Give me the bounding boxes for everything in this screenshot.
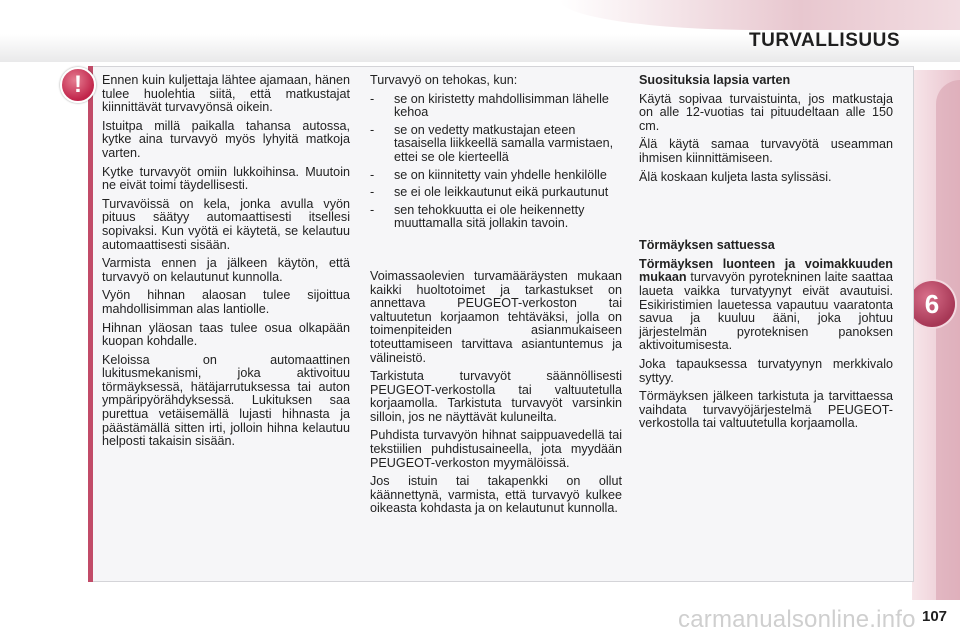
paragraph: Älä koskaan kuljeta lasta sylissäsi. xyxy=(639,169,832,184)
watermark: carmanualsonline.info xyxy=(678,606,916,633)
paragraph: Varmista ennen ja jälkeen käytön, että turvavyö on kelautunut kunnolla. xyxy=(102,256,350,284)
column-right xyxy=(639,74,893,436)
paragraph: Vyön hihnan alaosan tulee sijoittua mahdollisimman alas lantiolle. xyxy=(102,288,350,316)
column-middle xyxy=(370,74,622,521)
paragraph: Älä käytä samaa turvavyötä useamman ihmisen kiinnittämiseen. xyxy=(639,137,893,165)
section-heading-collision: Törmäyksen sattuessa xyxy=(639,238,775,253)
chapter-title: TURVALLISUUS xyxy=(749,30,900,51)
paragraph: Turvavöissä on kela, jonka avulla vyön pituus säätyy automaattisesti itsellesi sopivaksi. Kun vyötä ei käytetä, se kelautuu automaattisesti sisään. xyxy=(102,196,350,252)
paragraph: Törmäyksen jälkeen tarkistuta ja tarvittaessa vaihdata turvavyöjärjestelmä PEUGEOT-verkostolla tai valtuutetulla korjaamolla. xyxy=(639,389,893,431)
chapter-number: 6 xyxy=(924,288,940,319)
paragraph: Ennen kuin kuljettaja lähtee ajamaan, hänen tulee huolehtia siitä, että matkustajat kiinnittävät turvavyönsä oikein. xyxy=(102,73,350,115)
paragraph: Tarkistuta turvavyöt säännöllisesti PEUGEOT-verkostolla tai valtuutetulla korjaamolla. Tarkistuta turvavyöt varsinkin silloin, jos ne näyttävät kuluneilta. xyxy=(370,369,622,424)
paragraph: Käytä sopivaa turvaistuinta, jos matkustaja on alle 12-vuotias tai pituudeltaan alle 150 cm. xyxy=(639,91,893,133)
paragraph xyxy=(639,258,893,353)
warning-symbol: ! xyxy=(74,71,82,98)
effective-conditions-list xyxy=(370,93,622,231)
warning-stripe xyxy=(88,66,93,582)
paragraph: Voimassaolevien turvamääräysten mukaan kaikki huoltotoimet ja tarkastukset on annettava PEUGEOT-verkoston tai valtuutetun korjaamon tehtäväksi, jolla on toimenpiteiden asianmukaiseen toteuttamiseen tarvittava asiantuntemus ja välineistö. xyxy=(370,268,622,365)
chapter-tab[interactable] xyxy=(909,281,955,327)
list-item: - se on kiinnitetty vain yhdelle henkilölle xyxy=(370,169,622,183)
side-decoration-accent xyxy=(936,80,960,600)
section-heading-children: Suosituksia lapsia varten xyxy=(639,73,791,87)
collision-lead-bold: Törmäyksen luonteen ja voimakkuuden mukaan xyxy=(639,256,893,285)
paragraph: Istuitpa millä paikalla tahansa autossa, kytke aina turvavyö myös lyhyitä matkoja varten. xyxy=(102,118,350,160)
paragraph: Jos istuin tai takapenkki on ollut käännettynä, varmista, että turvavyö kulkee oikeasta kohdasta ja on kelautunut kunnolla. xyxy=(370,474,622,516)
list-item: - se ei ole leikkautunut eikä purkautunut xyxy=(370,186,622,200)
paragraph: Joka tapauksessa turvatyynyn merkkivalo syttyy. xyxy=(639,356,893,385)
paragraph: Kytke turvavyöt omiin lukkoihinsa. Muutoin ne eivät toimi täydellisesti. xyxy=(102,164,350,193)
warning-exclamation-icon xyxy=(60,67,96,103)
paragraph: Puhdista turvavyön hihnat saippuavedellä tai tekstiilien puhdistusaineella, jota myydään PEUGEOT-verkoston myymälöissä. xyxy=(370,428,622,470)
page-number: 107 xyxy=(922,608,948,625)
column-left xyxy=(102,74,350,454)
list-intro: Turvavyö on tehokas, kun: xyxy=(370,73,518,87)
list-item: - se on kiristetty mahdollisimman lähelle kehoa xyxy=(370,93,622,120)
list-item: - sen tehokkuutta ei ole heikennetty muuttamalla sitä jollakin tavoin. xyxy=(370,204,622,231)
paragraph: Hihnan yläosan taas tulee osua olkapään kuopan kohdalle. xyxy=(102,320,350,349)
list-item: - se on vedetty matkustajan eteen tasaisella liikkeellä samalla varmistaen, ettei se ole kierteellä xyxy=(370,124,622,165)
collision-lead-text: turvavyön pyrotekninen laite saattaa laueta vaikka turvatyynyt eivät avautuisi. Esikiristimien lauetessa vapautuu vaaratonta savua ja kuuluu ääni, joka johtuu järjestelmän pyroteknisen panoksen aktivoitumisesta. xyxy=(639,270,893,353)
paragraph: Keloissa on automaattinen lukitusmekanismi, joka aktivoituu törmäyksessä, hätäjarrutuksessa tai auton ympäripyörähdyksessä. Lukituksen saa purettua vetäisemällä lujasti hihnasta ja päästämällä sitten irti, jolloin hihna kelautuu helposti takaisin sisään. xyxy=(102,352,350,449)
